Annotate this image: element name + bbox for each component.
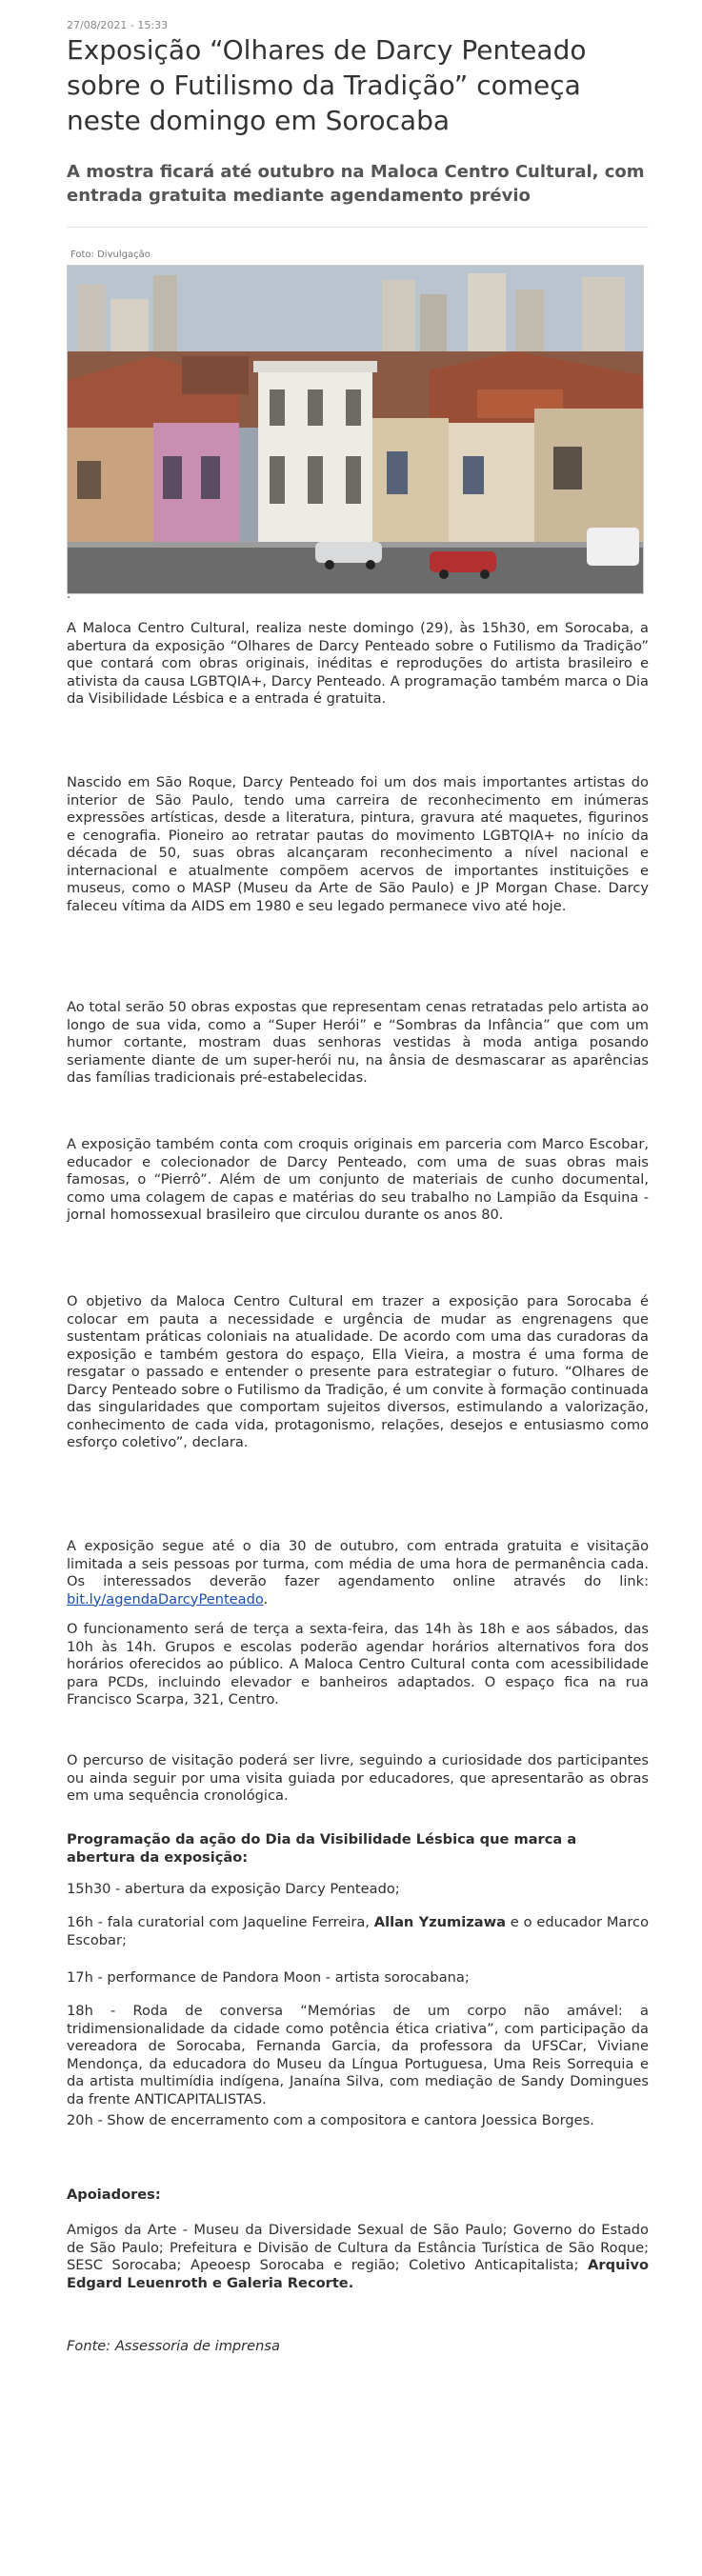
supporters-text: Amigos da Arte - Museu da Diversidade Sexual de São Paulo; Governo do Estado de São Paulo; Prefeitura e Divisão de Cultura da Estância Turística de São Roque; SESC Sorocaba; Apeoesp Sorocaba e região; Coletivo Anticapitalista; xyxy=(67,2222,649,2273)
program-item-text: e o educador Marco Escobar; xyxy=(67,1914,649,1948)
paragraph-objective: O objetivo da Maloca Centro Cultural em trazer a exposição para Sorocaba é colocar em pauta a necessidade e urgência de mudar as engrenagens que sustentam práticas coloniais na atualidade. De acordo com uma das curadoras da exposição e também gestora do espaço, Ella Vieira, a mostra é uma forma de resgatar o passado e entender o presente para estrategiar o futuro. “Olhares de Darcy Penteado sobre o Futilismo da Tradição, é um convite à formação continuada das singularidades que comportam sujeitos diversos, estimulando a valorização, conhecimento de cada vida, protagonismo, relações, desejos e entusiasmo como esforço coletivo”, declara. xyxy=(67,1293,649,1450)
program-item: 18h - Roda de conversa “Memórias de um corpo não amável: a tridimensionalidade da cidade como potência ética criativa”, com participação da vereadora de Sorocaba, Fernanda Garcia, da professora da UFSCar, Viviane Mendonça, da educadora do Museu da Língua Portuguesa, Uma Reis Sorrequia e da artista multimídia indígena, Janaína Silva, com mediação de Sandy Domingues da frente ANTICAPITALISTAS. xyxy=(67,2003,649,2107)
article-photo xyxy=(67,265,644,594)
paragraph-croquis: A exposição também conta com croquis originais em parceria com Marco Escobar, educador e colecionador de Darcy Penteado, com uma de suas obras mais famosas, o “Pierrô”. Além de um conjunto de materiais de cunho documental, como uma colagem de capas e matérias do seu trabalho no Lampião da Esquina - jornal homossexual brasileiro que circulou durante os anos 80. xyxy=(67,1136,649,1223)
paragraph-biography: Nascido em São Roque, Darcy Penteado foi um dos mais importantes artistas do interior de São Paulo, tendo uma carreira de reconhecimento em inúmeras expressões artísticas, desde a literatura, pintura, gravura até maquetes, figurinos e cenografia. Pioneiro ao retratar pautas do movimento LGBTQIA+ no início da década de 50, suas obras alcançaram reconhecimento a nível nacional e internacional e atualmente compõem acervos de importantes instituições e museus, como o MASP (Museu da Arte de São Paulo) e JP Morgan Chase. Darcy faleceu vítima da AIDS em 1980 e seu legado permanece vivo até hoje. xyxy=(67,774,649,914)
paragraph-schedule xyxy=(67,1538,649,1608)
article-subheadline: A mostra ficará até outubro na Maloca Centro Cultural, com entrada gratuita mediante agendamento prévio xyxy=(67,162,645,206)
schedule-text: A exposição segue até o dia 30 de outubro, com entrada gratuita e visitação limitada a seis pessoas por turma, com média de uma hora de permanência cada. Os interessados deverão fazer agendamento online através do link: xyxy=(67,1538,649,1589)
program-heading: Programação da ação do Dia da Visibilidade Lésbica que marca a abertura da exposição: xyxy=(67,1831,577,1866)
program-item xyxy=(67,1914,649,1949)
program-item-bold: Allan Yzumizawa xyxy=(373,1914,506,1930)
source-credit: Fonte: Assessoria de imprensa xyxy=(67,2338,280,2354)
program-item: 20h - Show de encerramento com a compositora e cantora Joessica Borges. xyxy=(67,2112,594,2128)
paragraph-hours: O funcionamento será de terça a sexta-feira, das 14h às 18h e aos sábados, das 10h às 14h. Grupos e escolas poderão agendar horários alternativos fora dos horários oferecidos ao público. A Maloca Centro Cultural conta com acessibilidade para PCDs, incluindo elevador e banheiros adaptados. O espaço fica na rua Francisco Scarpa, 321, Centro. xyxy=(67,1621,649,1707)
booking-link[interactable]: bit.ly/agendaDarcyPenteado xyxy=(67,1590,264,1608)
article-headline: Exposição “Olhares de Darcy Penteado sobre o Futilismo da Tradição” começa neste domingo em Sorocaba xyxy=(67,34,587,136)
supporters-list xyxy=(67,2222,649,2292)
paragraph-visit: O percurso de visitação poderá ser livre, seguindo a curiosidade dos participantes ou ainda seguir por uma visita guiada por educadores, que apresentarão as obras em uma sequência cronológica. xyxy=(67,1752,649,1804)
street-scene-image xyxy=(68,266,643,593)
program-item-text: 16h - fala curatorial com Jaqueline Ferreira, xyxy=(67,1914,374,1930)
program-item: 15h30 - abertura da exposição Darcy Penteado; xyxy=(67,1881,400,1897)
supporters-heading: Apoiadores: xyxy=(67,2187,161,2203)
supporters-text-bold: Arquivo Edgard Leuenroth e Galeria Recorte. xyxy=(67,2257,649,2291)
publish-date: 27/08/2021 - 15:33 xyxy=(67,19,169,31)
divider xyxy=(67,227,649,228)
paragraph-intro: A Maloca Centro Cultural, realiza neste domingo (29), às 15h30, em Sorocaba, a abertura da exposição “Olhares de Darcy Penteado sobre o Futilismo da Tradição” que contará com obras originais, inéditas e reproduções do artista brasileiro e ativista da causa LGBTQIA+, Darcy Penteado. A programação também marca o Dia da Visibilidade Lésbica e a entrada é gratuita. xyxy=(67,620,649,707)
paragraph-works: Ao total serão 50 obras expostas que representam cenas retratadas pelo artista ao longo de sua vida, como a “Super Herói” e “Sombras da Infância” que com um humor cortante, mostram duas senhoras vestidas à moda antiga posando seriamente diante de um super-herói nu, na ânsia de desmascarar as aparências das famílias tradicionais pré-estabelecidas. xyxy=(67,999,649,1086)
program-item: 17h - performance de Pandora Moon - artista sorocabana; xyxy=(67,1969,470,1986)
photo-caption: . xyxy=(67,588,71,602)
schedule-end: . xyxy=(263,1590,269,1608)
photo-credit: Foto: Divulgação xyxy=(70,250,150,260)
